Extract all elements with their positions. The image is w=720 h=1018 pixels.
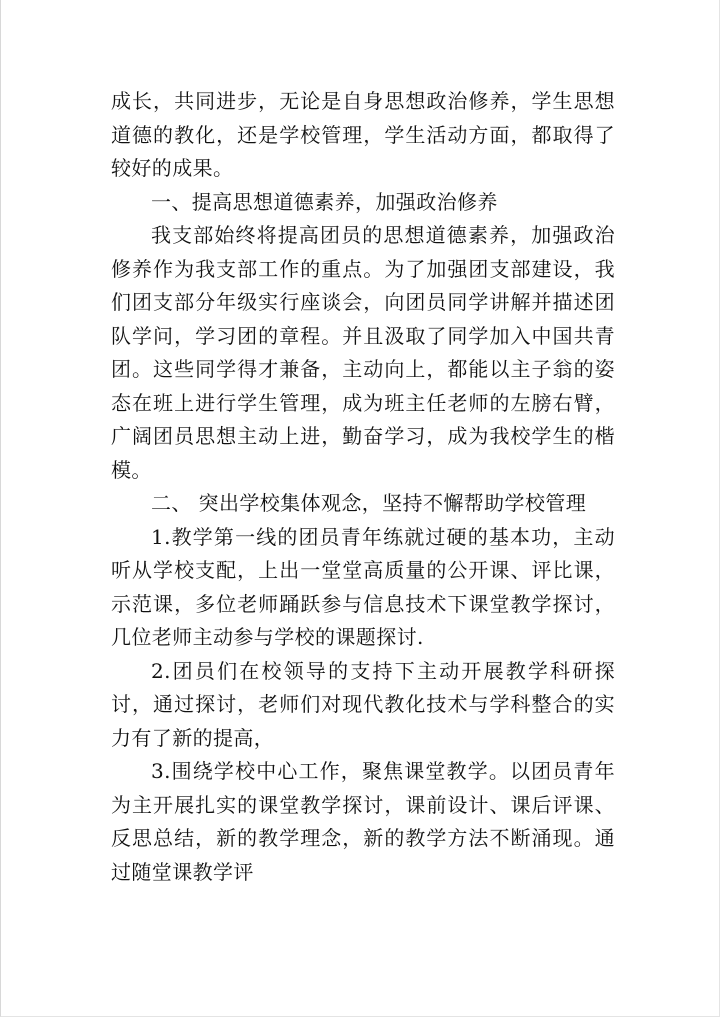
list-item-1: 1.教学第一线的团员青年练就过硬的基本功，主动听从学校支配，上出一堂堂高质量的公开课、评比课，示范课，多位老师踊跃参与信息技术下课堂教学探讨，几位老师主动参与学校的课题探讨. [111, 524, 615, 649]
section-heading-1: 一、提高思想道德素养，加强政治修养 [151, 189, 498, 214]
section-heading-2: 二、 突出学校集体观念，坚持不懈帮助学校管理 [151, 491, 587, 515]
list-item-2: 2.团员们在校领导的支持下主动开展教学科研探讨，通过探讨，老师们对现代教化技术与学科整合的实力有了新的提高， [111, 658, 615, 750]
paragraph: 我支部始终将提高团员的思想道德素养，加强政治修养作为我支部工作的重点。为了加强团支部建设，我们团支部分年级实行座谈会，向团员同学讲解并描述团队学问，学习团的章程。并且汲取了同学加入中国共青团。这些同学得才兼备，主动向上，都能以主子翁的姿态在班上进行学生管理，成为班主任老师的左膀右臂，广阔团员思想主动上进，勤奋学习，成为我校学生的楷模。 [111, 223, 615, 482]
list-item-3: 3.围绕学校中心工作，聚焦课堂教学。以团员青年为主开展扎实的课堂教学探讨，课前设计、课后评课、反思总结，新的教学理念，新的教学方法不断涌现。通过随堂课教学评 [111, 759, 615, 884]
paragraph-continuation: 成长，共同进步，无论是自身思想政治修养，学生思想道德的教化，还是学校管理，学生活动方面，都取得了较好的成果。 [111, 89, 615, 180]
document-body [111, 85, 615, 889]
